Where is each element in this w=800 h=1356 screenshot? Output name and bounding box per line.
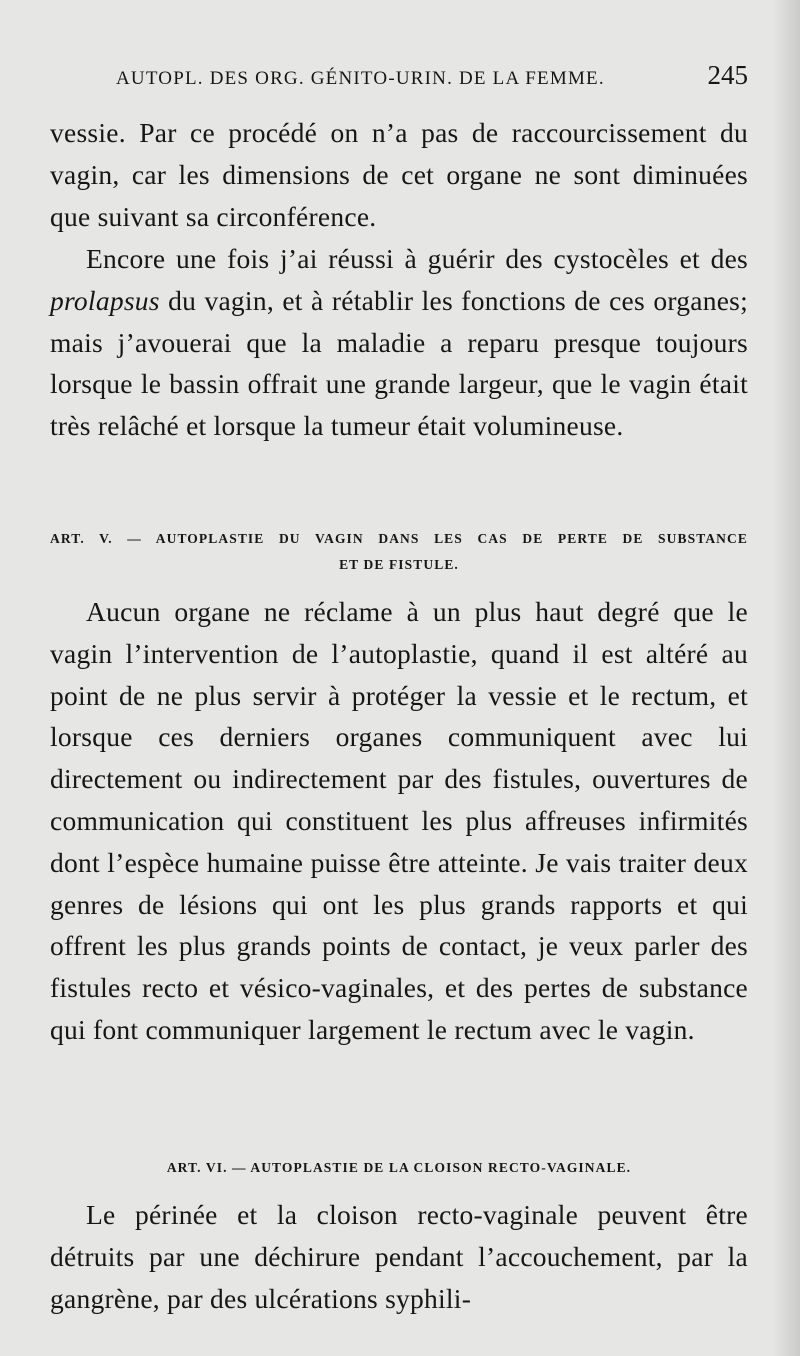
- section-heading-art-v: [50, 526, 748, 578]
- italic-term-prolapsus: prolapsus: [50, 284, 160, 316]
- section-heading-art-v-line2: ET DE FISTULE.: [339, 557, 459, 572]
- paragraph-cystoceles: [50, 238, 748, 447]
- paragraph-continuation: vessie. Par ce procédé on n’a pas de raccourcissement du vagin, car les dimensions de cet organe ne sont diminuées que suivant sa circonférence.: [50, 117, 748, 232]
- page-number: 245: [707, 60, 748, 90]
- running-title: AUTOPL. DES ORG. GÉNITO-URIN. DE LA FEMME.: [116, 68, 605, 89]
- paragraph-cystoceles-part2: du vagin, et à rétablir les fonctions de ces organes; mais j’avouerai que la maladie a reparu presque toujours lorsque le bassin offrait une grande largeur, que le vagin était très relâché et lorsque la tumeur était volumineuse.: [50, 284, 748, 442]
- section-heading-art-v-line1: ART. V. — AUTOPLASTIE DU VAGIN DANS LES CAS DE PERTE DE SUBSTANCE: [50, 531, 748, 546]
- paragraph-perinee: Le périnée et la cloison recto-vaginale peuvent être détruits par une déchirure pendant l’accouchement, par la gangrène, par des ulcérations syphili-: [50, 1199, 748, 1314]
- section-heading-art-vi: ART. VI. — AUTOPLASTIE DE LA CLOISON RECTO-VAGINALE.: [166, 1160, 632, 1175]
- running-head: [116, 60, 748, 94]
- paragraph-cystoceles-part1: Encore une fois j’ai réussi à guérir des cystocèles et des: [86, 243, 748, 274]
- paragraph-fistules: Aucun organe ne réclame à un plus haut degré que le vagin l’intervention de l’autoplastie, quand il est altéré au point de ne plus servir à protéger la vessie et le rectum, et lorsque ces derniers organes communiquent avec lui directement ou indirectement par des fistules, ouvertures de communication qui constituent les plus affreuses infirmités dont l’espèce humaine puisse être atteinte. Je vais traiter deux genres de lésions qui ont les plus grands rapports et qui offrent les plus grands points de contact, je veux parler des fistules recto et vésico-vaginales, et des pertes de substance qui font communiquer largement le rectum avec le vagin.: [50, 596, 748, 1045]
